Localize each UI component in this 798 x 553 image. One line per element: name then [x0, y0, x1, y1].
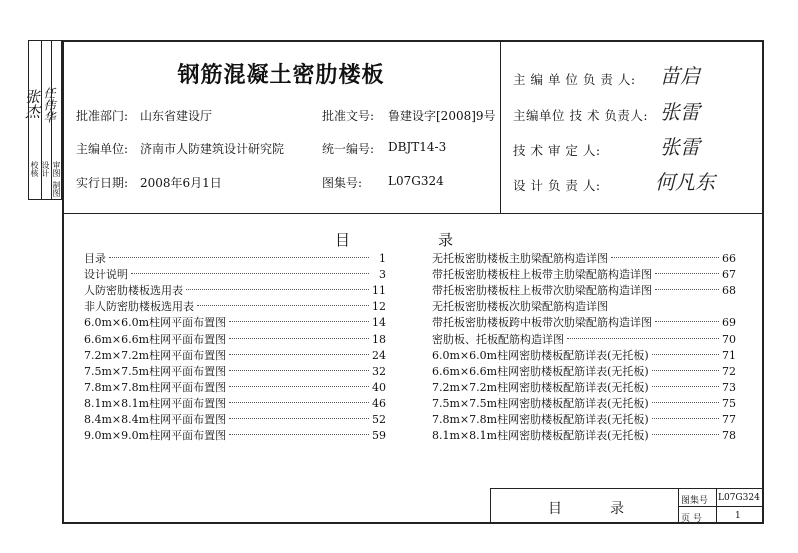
- toc-leader-dots: [186, 288, 369, 290]
- toc-entry-title: 7.5m×7.5m柱网平面布置图: [84, 364, 227, 378]
- toc-leader-dots: [652, 401, 719, 403]
- toc-entry-title: 7.8m×7.8m柱网密肋楼板配筋详表(无托板): [432, 413, 649, 426]
- toc-entry-page: 59: [372, 429, 386, 443]
- toc-row: [432, 364, 736, 380]
- toc-row: [432, 283, 736, 299]
- design-head-label: 设 计 负 责 人:: [513, 178, 601, 193]
- toc-row: [84, 396, 386, 412]
- toc-leader-dots: [229, 401, 369, 403]
- toc-heading-right: 录: [438, 231, 456, 249]
- chief-unit-head-label: 主 编 单 位 负 责 人:: [513, 72, 636, 87]
- toc-entry-title: 9.0m×9.0m柱网平面布置图: [84, 429, 227, 443]
- toc-entry-title: 7.8m×7.8m柱网平面布置图: [84, 380, 227, 394]
- toc-entry-title: 6.0m×6.0m柱网平面布置图: [84, 316, 227, 330]
- toc-leader-dots: [229, 369, 369, 371]
- toc-entry-page: 67: [722, 268, 736, 282]
- toc-heading-left: 目: [335, 231, 353, 249]
- footer-page-label: 页 号: [681, 514, 702, 524]
- unified-no-value: DBJT14-3: [388, 140, 447, 154]
- toc-leader-dots: [652, 369, 719, 371]
- toc-entry-title: 设计说明: [84, 268, 128, 282]
- toc-leader-dots: [652, 417, 719, 419]
- toc-entry-title: 7.2m×7.2m柱网密肋楼板配筋详表(无托板): [432, 380, 649, 394]
- footer-atlas-label: 图集号: [681, 496, 709, 506]
- design-head-signature: 何凡东: [655, 170, 715, 194]
- toc-row: [432, 348, 736, 364]
- toc-leader-dots: [655, 272, 719, 274]
- toc-row: [432, 332, 736, 348]
- toc-leader-dots: [229, 417, 369, 419]
- toc-entry-page: 69: [722, 316, 736, 330]
- toc-row: [432, 380, 736, 396]
- editor-unit-value: 济南市人防建筑设计研究院: [140, 142, 285, 156]
- tech-review-signature: 张雷: [660, 135, 700, 159]
- atlas-no-value: L07G324: [388, 174, 444, 188]
- toc-leader-dots: [652, 433, 719, 435]
- toc-entry-page: 32: [372, 364, 386, 378]
- toc-entry-page: 11: [372, 284, 386, 298]
- side-signature-1: 张杰: [23, 89, 41, 119]
- toc-entry-title: 带托板密肋楼板柱上板带次肋梁配筋构造详图: [432, 284, 652, 298]
- toc-row: [432, 251, 736, 267]
- toc-row: [432, 412, 736, 428]
- toc-entry-page: 3: [379, 268, 386, 282]
- toc-entry-title: 无托板密肋楼板主肋梁配筋构造详图: [432, 252, 608, 265]
- toc-leader-dots: [567, 337, 719, 339]
- toc-leader-dots: [229, 353, 369, 355]
- toc-leader-dots: [611, 256, 719, 258]
- toc-row: [84, 428, 386, 444]
- tech-head-signature: 张雷: [660, 100, 700, 124]
- toc-entry-page: 46: [372, 396, 386, 410]
- toc-entry-title: 无托板密肋楼板次肋梁配筋构造详图: [432, 300, 608, 314]
- chief-unit-head-signature: 苗启: [660, 64, 700, 88]
- toc-entry-page: 18: [372, 332, 386, 346]
- toc-entry-title: 6.0m×6.0m柱网密肋楼板配筋详表(无托板): [432, 348, 649, 362]
- header-divider-vertical: [500, 40, 501, 214]
- toc-row: [84, 299, 386, 315]
- unified-no-label: 统一编号:: [322, 142, 375, 156]
- impl-date-label: 实行日期:: [76, 176, 129, 190]
- toc-row: [84, 283, 386, 299]
- page-title: 钢筋混凝土密肋楼板: [177, 62, 385, 88]
- side-label-draw: 制图: [52, 181, 61, 197]
- toc-leader-dots: [229, 337, 369, 339]
- toc-row: [84, 380, 386, 396]
- editor-unit-label: 主编单位:: [76, 142, 129, 156]
- impl-date-value: 2008年6月1日: [140, 176, 222, 190]
- toc-leader-dots: [655, 288, 719, 290]
- side-sign-strip: [23, 40, 62, 200]
- toc-entry-title: 非人防密肋楼板选用表: [84, 300, 194, 314]
- side-label-design: 设计: [41, 161, 50, 177]
- toc-leader-dots: [229, 385, 369, 387]
- toc-entry-page: 24: [372, 348, 386, 362]
- toc-entry-title: 8.1m×8.1m柱网平面布置图: [84, 396, 227, 410]
- toc-entry-page: 72: [722, 364, 736, 378]
- toc-entry-title: 6.6m×6.6m柱网平面布置图: [84, 332, 227, 346]
- toc-entry-title: 8.1m×8.1m柱网密肋楼板配筋详表(无托板): [432, 429, 649, 443]
- toc-entry-page: 66: [722, 252, 736, 265]
- toc-row: [84, 251, 386, 267]
- approval-dept-value: 山东省建设厅: [140, 109, 213, 123]
- toc-entry-page: 73: [722, 380, 736, 394]
- toc-leader-dots: [109, 256, 369, 258]
- toc-leader-dots: [229, 433, 369, 435]
- side-label-check: 校核: [30, 161, 39, 177]
- toc-entry-title: 6.6m×6.6m柱网密肋楼板配筋详表(无托板): [432, 364, 649, 378]
- toc-entry-title: 7.5m×7.5m柱网密肋楼板配筋详表(无托板): [432, 396, 649, 410]
- header-divider-horizontal: [62, 213, 764, 214]
- footer-title-left: 目: [548, 501, 562, 517]
- toc-leader-dots: [229, 320, 369, 322]
- toc-entry-page: 52: [372, 413, 386, 426]
- toc-entry-page: 75: [722, 396, 736, 410]
- toc-entry-page: 71: [722, 348, 736, 362]
- toc-entry-title: 8.4m×8.4m柱网平面布置图: [84, 413, 227, 426]
- toc-entry-page: 78: [722, 429, 736, 443]
- toc-entry-title: 目录: [84, 252, 106, 265]
- toc-row: [84, 267, 386, 283]
- toc-row: [84, 412, 386, 428]
- toc-row: [84, 364, 386, 380]
- toc-leader-dots: [655, 320, 719, 322]
- toc-entry-title: 人防密肋楼板选用表: [84, 284, 183, 298]
- footer-top-line: [490, 488, 764, 489]
- approval-doc-label: 批准文号:: [322, 109, 375, 123]
- toc-entry-page: 68: [722, 284, 736, 298]
- toc-row: [432, 299, 736, 315]
- toc-entry-page: 12: [372, 300, 386, 314]
- toc-entry-title: 密肋板、托板配筋构造详图: [432, 332, 564, 346]
- toc-entry-title: 带托板密肋楼板柱上板带主肋梁配筋构造详图: [432, 268, 652, 282]
- toc-row: [432, 267, 736, 283]
- toc-entry-page: 14: [372, 316, 386, 330]
- toc-entry-title: 7.2m×7.2m柱网平面布置图: [84, 348, 227, 362]
- atlas-no-label: 图集号:: [322, 176, 363, 190]
- approval-dept-label: 批准部门:: [76, 109, 129, 123]
- toc-row: [84, 332, 386, 348]
- toc-leader-dots: [652, 353, 719, 355]
- footer-page-value: 1: [735, 511, 741, 521]
- toc-row: [432, 396, 736, 412]
- footer-title-right: 录: [610, 501, 624, 517]
- toc-leader-dots: [131, 272, 369, 274]
- toc-entry-page: 77: [722, 413, 736, 426]
- footer-row-line: [678, 506, 764, 507]
- toc-leader-dots: [197, 304, 369, 306]
- approval-doc-value: 鲁建设字[2008]9号: [388, 109, 496, 123]
- tech-head-label: 主编单位 技 术 负责人:: [513, 108, 649, 123]
- toc-row: [84, 315, 386, 331]
- footer-atlas-value: L07G324: [718, 493, 760, 503]
- toc-entry-page: 40: [372, 380, 386, 394]
- footer-left-line: [490, 488, 491, 524]
- side-signature-2: 任伟华: [42, 87, 56, 123]
- toc-entry-title: 带托板密肋楼板跨中板带次肋梁配筋构造详图: [432, 316, 652, 330]
- toc-row: [432, 428, 736, 444]
- toc-row: [432, 315, 736, 331]
- side-label-review: 审图: [52, 161, 61, 177]
- toc-entry-page: 70: [722, 332, 736, 346]
- toc-row: [84, 348, 386, 364]
- toc-entry-page: 1: [379, 252, 386, 265]
- tech-review-label: 技 术 审 定 人:: [513, 143, 601, 158]
- toc-leader-dots: [652, 385, 719, 387]
